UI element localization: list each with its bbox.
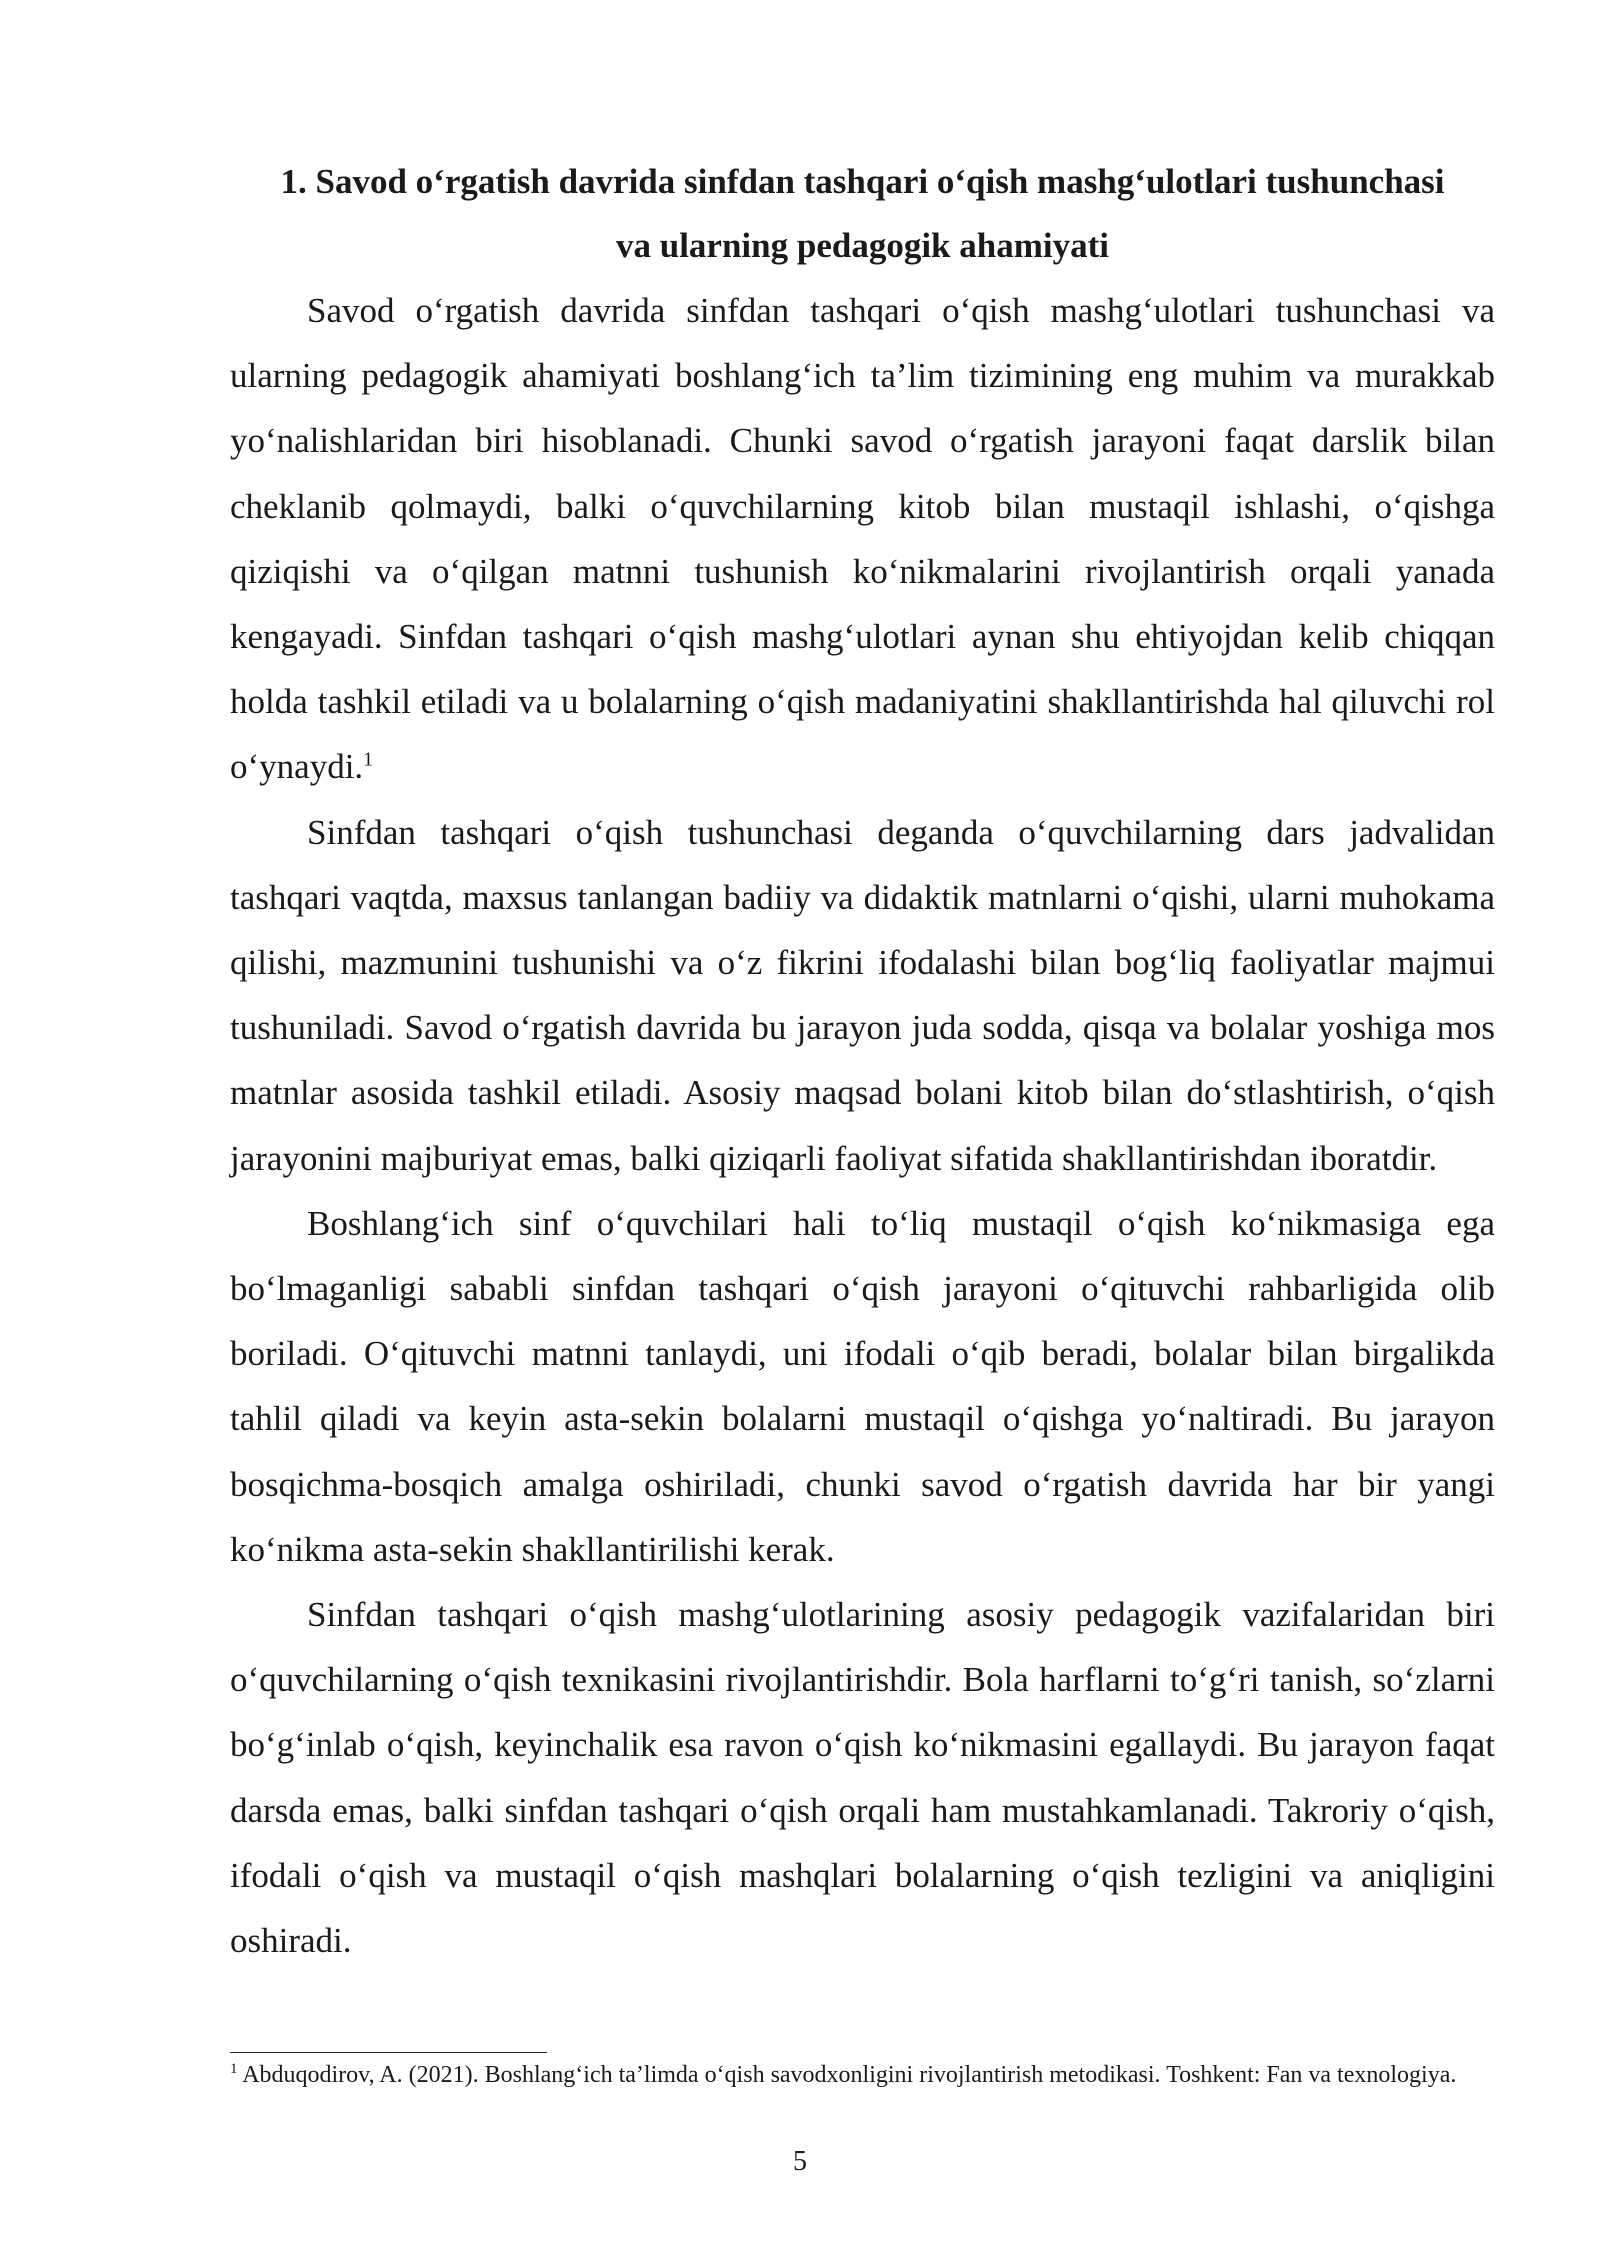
footnote-reference[interactable]: 1 (363, 748, 374, 771)
paragraph-4: Sinfdan tashqari o‘qish mashg‘ulotlarining asosiy pedagogik vazifalaridan biri o‘quvchilarning o‘qish texnikasini rivojlantirishdir. Bola harflarni to‘g‘ri tanish, so‘zlarni bo‘g‘inlab o‘qish, keyinchalik esa ravon o‘qish ko‘nikmasini egallaydi. Bu jarayon faqat darsda emas, balki sinfdan tashqari o‘qish orqali ham mustahkamlanadi. Takroriy o‘qish, ifodali o‘qish va mustaqil o‘qish mashqlari bolalarning o‘qish tezligini va aniqligini oshiradi. (230, 1595, 1495, 1961)
section-heading-line-2: va ularning pedagogik ahamiyati (615, 226, 1109, 265)
page-body (230, 150, 1495, 1973)
footnote-mark: 1 (230, 2061, 238, 2077)
page-number: 5 (793, 2146, 807, 2177)
footnote-separator (230, 2052, 547, 2053)
paragraph-3: Boshlang‘ich sinf o‘quvchilari hali to‘liq mustaqil o‘qish ko‘nikmasiga ega bo‘lmaganligi sababli sinfdan tashqari o‘qish jarayoni o‘qituvchi rahbarligida olib boriladi. O‘qituvchi matnni tanlaydi, uni ifodali o‘qib beradi, bolalar bilan birgalikda tahlil qiladi va keyin asta-sekin bolalarni mustaqil o‘qishga yo‘naltiradi. Bu jarayon bosqichma-bosqich amalga oshiriladi, chunki savod o‘rgatish davrida har bir yangi ko‘nikma asta-sekin shakllantirilishi kerak. (230, 1203, 1495, 1569)
footnote (230, 2060, 1495, 2090)
paragraph-2: Sinfdan tashqari o‘qish tushunchasi deganda o‘quvchilarning dars jadvalidan tashqari vaqtda, maxsus tanlangan badiiy va didaktik matnlarni o‘qishi, ularni muhokama qilishi, mazmunini tushunishi va o‘z fikrini ifodalashi bilan bog‘liq faoliyatlar majmui tushuniladi. Savod o‘rgatish davrida bu jarayon juda sodda, qisqa va bolalar yoshiga mos matnlar asosida tashkil etiladi. Asosiy maqsad bolani kitob bilan do‘stlashtirish, o‘qish jarayonini majburiyat emas, balki qiziqarli faoliyat sifatida shakllantirishdan iboratdir. (230, 812, 1495, 1178)
section-heading-line-1: 1. Savod o‘rgatish davrida sinfdan tashqari o‘qish mashg‘ulotlari tushunchasi (280, 162, 1445, 201)
section-heading (230, 150, 1495, 278)
paragraph-1-text: Savod o‘rgatish davrida sinfdan tashqari o‘qish mashg‘ulotlari tushunchasi va ularning pedagogik ahamiyati boshlang‘ich ta’lim tizimining eng muhim va murakkab yo‘nalishlaridan biri hisoblanadi. Chunki savod o‘rgatish jarayoni faqat darslik bilan cheklanib qolmaydi, balki o‘quvchilarning kitob bilan mustaqil ishlashi, o‘qishga qiziqishi va o‘qilgan matnni tushunish ko‘nikmalarini rivojlantirish orqali yanada kengayadi. Sinfdan tashqari o‘qish mashg‘ulotlari aynan shu ehtiyojdan kelib chiqqan holda tashkil etiladi va u bolalarning o‘qish madaniyatini shakllantirishda hal qiluvchi rol o‘ynaydi. (230, 291, 1495, 787)
paragraph-1 (230, 278, 1495, 800)
footnote-text: Abduqodirov, A. (2021). Boshlang‘ich ta’limda o‘qish savodxonligini rivojlantirish metodikasi. Toshkent: Fan va texnologiya. (242, 2062, 1457, 2088)
